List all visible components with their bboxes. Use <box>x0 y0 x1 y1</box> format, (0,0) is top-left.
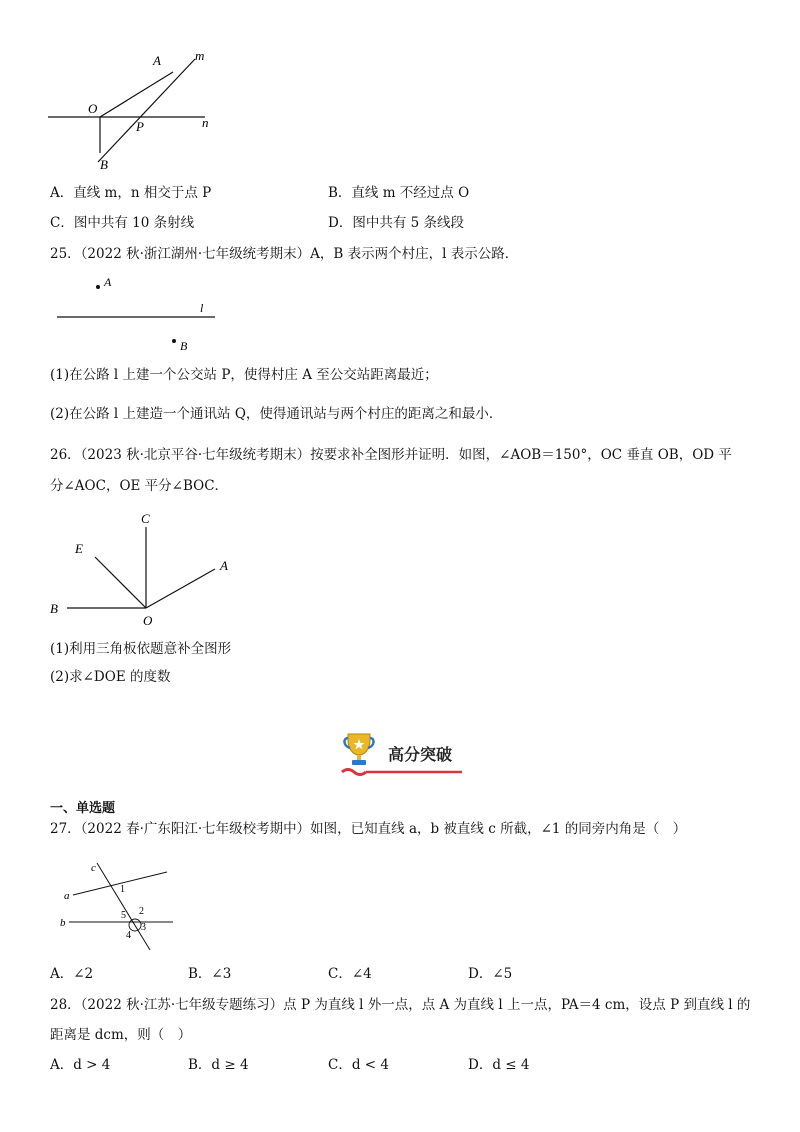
q24-figure <box>40 45 230 175</box>
q25-stem: 25．（2022 秋·浙江湖州·七年级统考期末）A，B 表示两个村庄，l 表示公路． <box>50 246 519 262</box>
label-4: 4 <box>126 930 131 941</box>
q26-stem-line-1: 26．（2023 秋·北京平谷·七年级统考期末）按要求补全图形并证明．如图，∠AOB＝150°，OC 垂直 OB，OD 平 <box>50 447 732 463</box>
banner-title: 高分突破 <box>388 745 453 764</box>
q25-part-1: (1)在公路 l 上建一个公交站 P，使得村庄 A 至公交站距离最近； <box>50 367 438 383</box>
q26-stem-line-2: 分∠AOC，OE 平分∠BOC． <box>50 478 229 494</box>
q24-option-a: A．直线 m，n 相交于点 P <box>50 185 212 201</box>
village-B-dot <box>172 339 176 343</box>
label-C: C <box>141 511 150 526</box>
label-c: c <box>91 862 96 874</box>
label-O: O <box>88 101 98 116</box>
q28-option-b: B．d ≥ 4 <box>188 1057 249 1073</box>
q28-option-d: D．d ≤ 4 <box>468 1057 530 1073</box>
section-title: 一、单选题 <box>50 801 116 816</box>
banner-underline <box>340 766 465 778</box>
q24-option-c: C．图中共有 10 条射线 <box>50 215 195 231</box>
q27-figure <box>55 855 185 955</box>
q26-part-2: (2)求∠DOE 的度数 <box>50 669 171 685</box>
label-P: P <box>136 119 144 134</box>
q27-option-d: D．∠5 <box>468 966 513 982</box>
q27-stem: 27．（2022 春·广东阳江·七年级校考期中）如图，已知直线 a，b 被直线 c 所截，∠1 的同旁内角是（ ） <box>50 821 687 837</box>
label-A: A <box>104 275 112 289</box>
trophy-icon <box>342 730 376 768</box>
label-1: 1 <box>120 884 125 895</box>
q27-option-c: C．∠4 <box>328 966 372 982</box>
q28-stem-line-2: 距离是 dcm，则（ ） <box>50 1027 192 1043</box>
label-E: E <box>75 541 83 556</box>
ray-OE <box>95 557 146 608</box>
label-a: a <box>64 890 70 902</box>
section-banner <box>340 728 465 780</box>
label-2: 2 <box>139 906 144 917</box>
q25-part-2: (2)在公路 l 上建造一个通讯站 Q，使得通讯站与两个村庄的距离之和最小． <box>50 406 503 422</box>
label-n: n <box>202 115 209 130</box>
label-l: l <box>200 301 204 315</box>
label-5: 5 <box>121 910 126 921</box>
q28-option-a: A．d > 4 <box>50 1057 111 1073</box>
q27-option-b: B．∠3 <box>188 966 232 982</box>
q24-option-d: D．图中共有 5 条线段 <box>328 215 464 231</box>
q24-option-b: B．直线 m 不经过点 O <box>328 185 470 201</box>
label-A: A <box>153 53 161 68</box>
q28-stem-line-1: 28．（2022 秋·江苏·七年级专题练习）点 P 为直线 l 外一点，点 A 为直线 l 上一点，PA＝4 cm，设点 P 到直线 l 的 <box>50 997 751 1013</box>
q25-figure <box>50 272 225 357</box>
line-m <box>98 59 195 162</box>
label-3: 3 <box>141 922 146 933</box>
label-A: A <box>220 558 228 573</box>
q26-part-1: (1)利用三角板依题意补全图形 <box>50 641 232 657</box>
q27-option-a: A．∠2 <box>50 966 94 982</box>
label-O: O <box>143 613 153 628</box>
village-A-dot <box>96 285 100 289</box>
q26-figure <box>45 505 245 630</box>
q28-option-c: C．d < 4 <box>328 1057 389 1073</box>
label-m: m <box>195 48 205 63</box>
label-B: B <box>180 339 188 353</box>
label-b: b <box>60 917 66 929</box>
label-B: B <box>100 157 108 172</box>
ray-OA <box>146 569 215 608</box>
label-B: B <box>50 601 58 616</box>
